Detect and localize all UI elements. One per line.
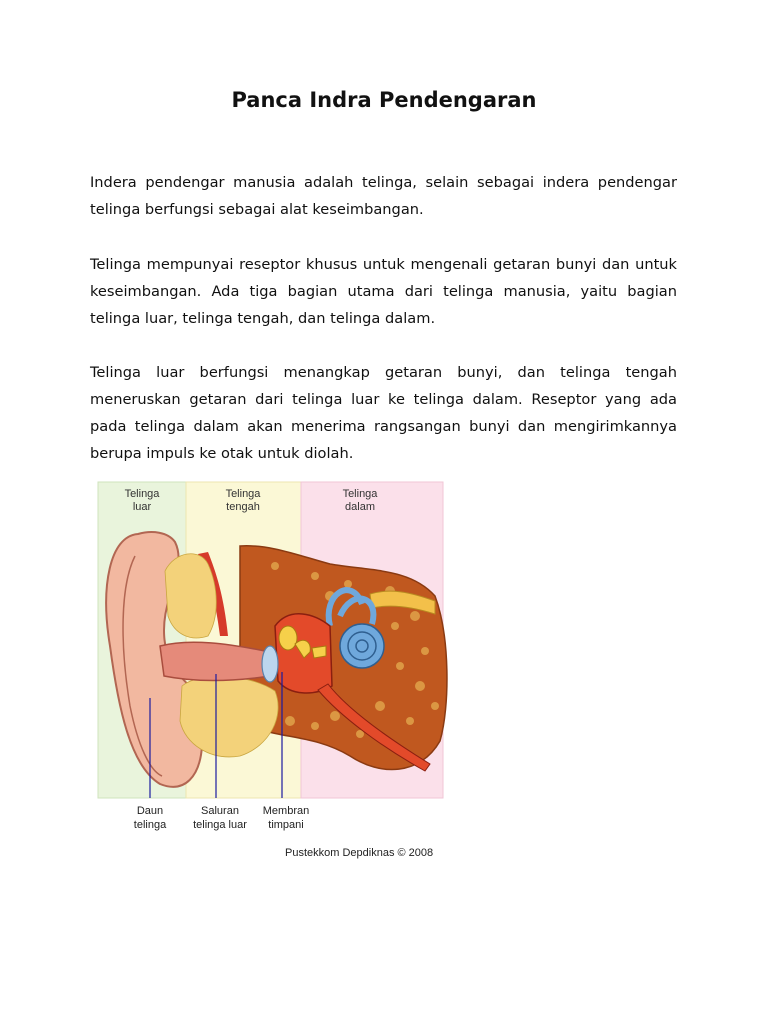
- paragraph-1: Indera pendengar manusia adalah telinga, selain sebagai indera pendengar telinga berfungsi sebagai alat keseimbangan.: [90, 174, 677, 218]
- part-label-daun-1: Daun: [136, 805, 164, 817]
- figure-credit: Pustekkom Depdiknas © 2008: [285, 847, 434, 859]
- paragraph-2: Telinga mempunyai reseptor khusus untuk mengenali getaran bunyi dan untuk keseimbangan. Ada tiga bagian utama dari telinga manusia, yaitu bagian telinga luar, telinga tengah, dan telinga dalam.: [90, 256, 677, 327]
- part-label-membran-2: timpani: [268, 819, 304, 831]
- part-label-saluran-1: Saluran: [201, 805, 239, 817]
- part-label-membran-1: Membran: [262, 805, 310, 817]
- ear-anatomy-figure: [90, 476, 470, 866]
- zone-label-inner-1: Telinga: [342, 488, 378, 500]
- zone-label-outer-2: luar: [132, 501, 152, 513]
- zone-label-middle-2: tengah: [226, 501, 260, 513]
- cochlea: [340, 624, 384, 668]
- part-label-saluran-2: telinga luar: [193, 819, 247, 831]
- zone-label-outer-1: Telinga: [124, 488, 160, 500]
- zone-label-middle-1: Telinga: [225, 488, 261, 500]
- part-label-daun-2: telinga: [133, 819, 167, 831]
- paragraph-3: Telinga luar berfungsi menangkap getaran bunyi, dan telinga tengah meneruskan getaran dari telinga luar ke telinga dalam. Reseptor yang ada pada telinga dalam akan menerima rangsangan bunyi dan mengirimkannya berupa impuls ke otak untuk diolah.: [90, 364, 677, 462]
- page-title: Panca Indra Pendengaran: [231, 88, 537, 112]
- ear-diagram: [90, 476, 470, 866]
- zone-label-inner-2: dalam: [345, 501, 375, 513]
- eardrum: [262, 646, 278, 682]
